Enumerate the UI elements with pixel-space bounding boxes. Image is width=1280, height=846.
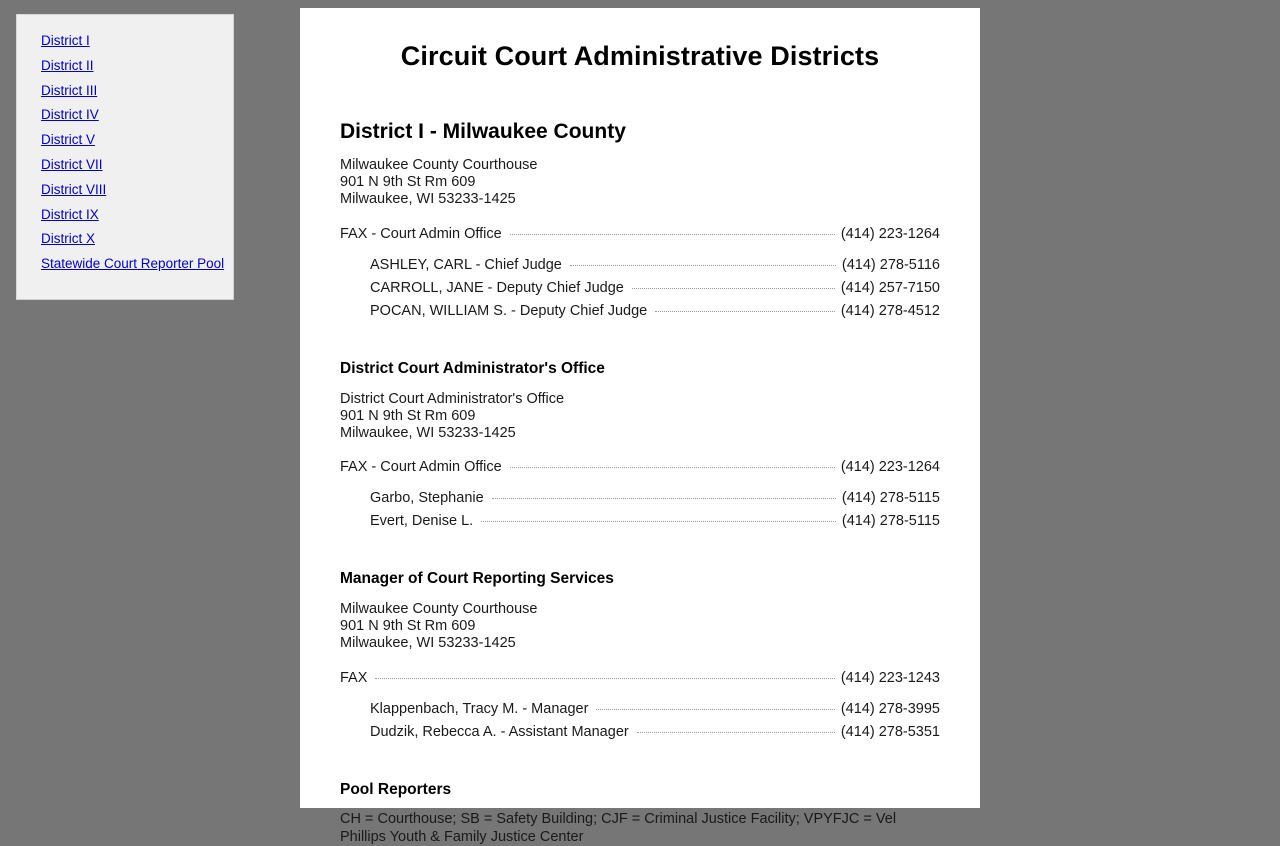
leader-line [655, 311, 835, 312]
address-line: 901 N 9th St Rm 609 [340, 173, 476, 190]
nav-item [17, 103, 233, 128]
contact-section [340, 570, 940, 744]
address-line: Milwaukee County Courthouse [340, 157, 538, 173]
sidebar-link-2[interactable]: District III [41, 82, 98, 98]
sidebar-link-7[interactable]: District IX [41, 206, 99, 222]
contact-list [340, 456, 940, 533]
contact-label: FAX [340, 670, 368, 687]
contact-row [340, 456, 940, 479]
nav-item [17, 203, 233, 228]
contact-section [340, 360, 940, 534]
nav-item [17, 79, 233, 104]
nav-item [17, 54, 233, 79]
contact-label: Evert, Denise L. [370, 513, 474, 530]
contact-label: FAX - Court Admin Office [340, 225, 502, 242]
leader-line [632, 288, 835, 289]
sections-container [340, 157, 940, 744]
sidebar-link-3[interactable]: District IV [41, 107, 99, 123]
contact-row [340, 698, 940, 721]
leader-line [637, 732, 835, 733]
leader-line [481, 521, 836, 522]
contact-phone: (414) 278-5115 [841, 490, 940, 507]
contact-section [340, 157, 940, 323]
nav-item [17, 178, 233, 203]
leader-line [492, 498, 836, 499]
contact-list [340, 223, 940, 323]
contact-label: Klappenbach, Tracy M. - Manager [370, 701, 589, 718]
district-heading: District I - Milwaukee County [340, 120, 626, 143]
leader-line [596, 709, 834, 710]
contact-row [340, 667, 940, 690]
document-panel [300, 8, 980, 845]
contact-phone: (414) 223-1243 [840, 670, 940, 687]
contact-label: Garbo, Stephanie [370, 490, 484, 507]
contact-phone: (414) 257-7150 [840, 279, 940, 296]
address-block [340, 157, 940, 208]
leader-line [510, 234, 835, 235]
leader-line [510, 467, 835, 468]
nav-item [17, 227, 233, 252]
sidebar-link-4[interactable]: District V [41, 132, 95, 148]
contact-row [340, 487, 940, 510]
address-block [340, 391, 940, 442]
sidebar-link-8[interactable]: District X [41, 231, 95, 247]
pool-reporters-legend: CH = Courthouse; SB = Safety Building; CJF = Criminal Justice Facility; VPYFJC = Vel Phillips Youth & Family Justice Center [340, 811, 897, 845]
contact-row [340, 300, 940, 323]
nav-item [17, 252, 233, 277]
pool-reporters-heading: Pool Reporters [340, 781, 452, 799]
contact-phone: (414) 278-3995 [840, 701, 940, 718]
address-line: District Court Administrator's Office [340, 390, 565, 407]
contact-row [340, 510, 940, 533]
contact-row [340, 721, 940, 744]
address-line: 901 N 9th St Rm 609 [340, 618, 476, 635]
contact-row [340, 277, 940, 300]
contact-phone: (414) 223-1264 [840, 459, 940, 476]
address-line: Milwaukee, WI 53233-1425 [340, 190, 516, 207]
sidebar-nav [16, 14, 234, 300]
contact-phone: (414) 278-5115 [841, 513, 940, 530]
leader-line [375, 678, 834, 679]
contact-label: ASHLEY, CARL - Chief Judge [370, 256, 562, 273]
nav-item [17, 29, 233, 54]
contact-phone: (414) 278-5351 [840, 724, 940, 741]
sidebar-link-0[interactable]: District I [41, 33, 90, 48]
address-line: Milwaukee, WI 53233-1425 [340, 635, 516, 652]
contact-label: CARROLL, JANE - Deputy Chief Judge [370, 279, 624, 296]
contact-label: POCAN, WILLIAM S. - Deputy Chief Judge [370, 302, 648, 319]
page-title: Circuit Court Administrative Districts [400, 41, 880, 71]
contact-label: Dudzik, Rebecca A. - Assistant Manager [370, 724, 629, 741]
address-line: Milwaukee County Courthouse [340, 601, 538, 618]
section-heading: Manager of Court Reporting Services [340, 570, 614, 588]
contact-label: FAX - Court Admin Office [340, 459, 502, 476]
address-line: 901 N 9th St Rm 609 [340, 407, 476, 424]
sidebar-link-6[interactable]: District VIII [41, 181, 107, 197]
sidebar-link-5[interactable]: District VII [41, 156, 103, 172]
sidebar-link-1[interactable]: District II [41, 57, 94, 73]
sidebar-link-9[interactable]: Statewide Court Reporter Pool [41, 256, 225, 272]
nav-item [17, 153, 233, 178]
address-line: Milwaukee, WI 53233-1425 [340, 424, 516, 441]
contact-row [340, 223, 940, 246]
contact-phone: (414) 278-5116 [841, 256, 940, 273]
contact-phone: (414) 223-1264 [840, 225, 940, 242]
nav-item [17, 128, 233, 153]
leader-line [570, 265, 836, 266]
section-heading: District Court Administrator's Office [340, 359, 605, 377]
contact-row [340, 254, 940, 277]
contact-list [340, 667, 940, 744]
address-block [340, 601, 940, 652]
contact-phone: (414) 278-4512 [840, 302, 940, 319]
